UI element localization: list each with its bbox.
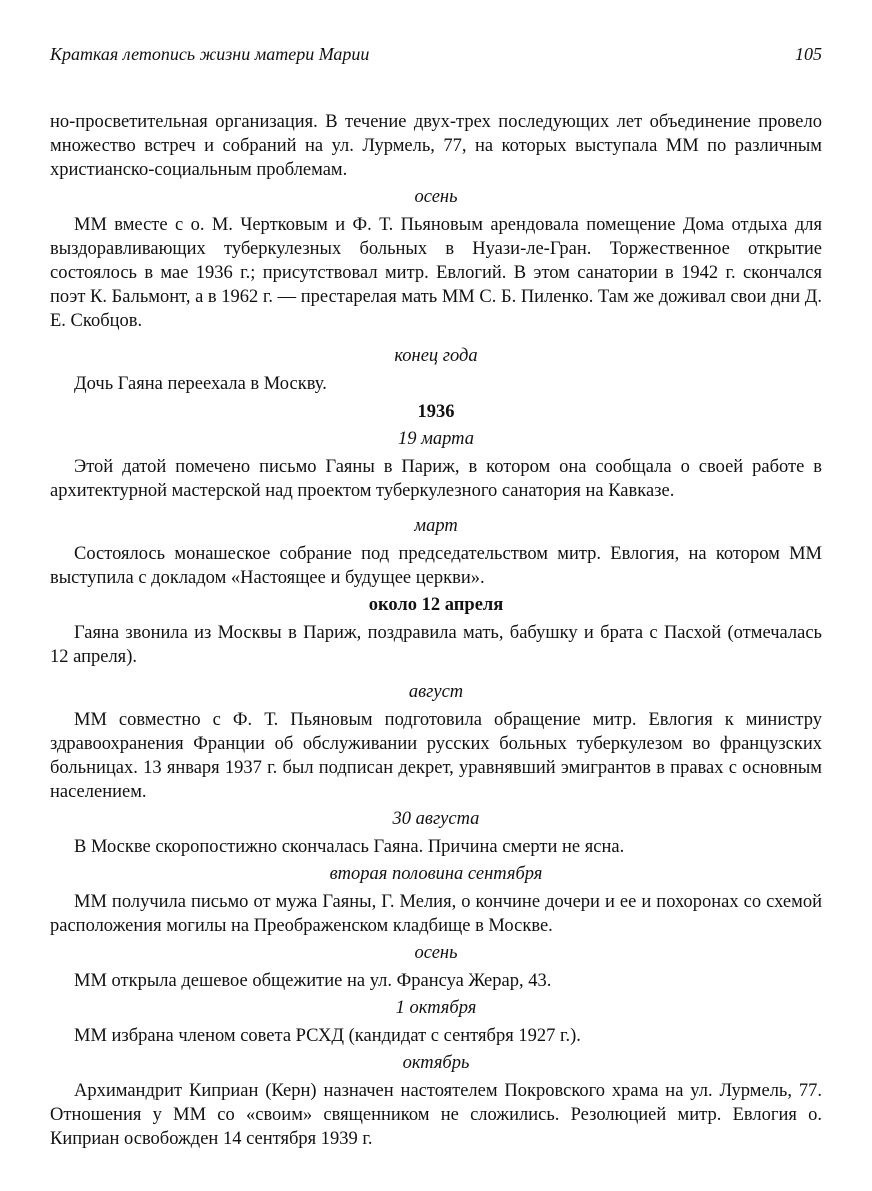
- paragraph: ММ совместно с Ф. Т. Пьяновым подготовила обращение митр. Евлогия к министру здравоохранения Франции об обслуживании русских больных туберкулезом во французских больницах. 13 января 1937 г. был подписан декрет, уравнявший эмигрантов в правах с основным населением.: [50, 710, 822, 802]
- date-heading: осень: [414, 187, 458, 207]
- running-header: [50, 44, 822, 65]
- date-heading: октябрь: [402, 1053, 470, 1073]
- year-heading: 1936: [417, 402, 455, 422]
- chronicle-text: [50, 110, 822, 1151]
- date-heading: март: [414, 516, 458, 536]
- paragraph: но-просветительная организация. В течение двух-трех последующих лет объединение провело множество встреч и собраний на ул. Лурмель, 77, на которых выступала ММ по различным христианско-социальным проблемам.: [50, 112, 822, 180]
- paragraph: ММ вместе с о. М. Чертковым и Ф. Т. Пьяновым арендовала помещение Дома отдыха для выздоравливающих туберкулезных больных в Нуази-ле-Гран. Торжественное открытие состоялось в мае 1936 г.; присутствовал митр. Евлогий. В этом санатории в 1942 г. скончался поэт К. Бальмонт, а в 1962 г. — престарелая мать ММ С. Б. Пиленко. Там же доживал свои дни Д. Е. Скобцов.: [50, 215, 823, 331]
- date-heading: август: [408, 682, 464, 702]
- paragraph: Состоялось монашеское собрание под председательством митр. Евлогия, на котором ММ выступила с докладом «Настоящее и будущее церкви».: [50, 544, 822, 588]
- date-heading: 1 октября: [395, 998, 477, 1018]
- date-heading: осень: [414, 943, 458, 963]
- date-heading: 30 августа: [392, 809, 480, 829]
- paragraph: Этой датой помечено письмо Гаяны в Париж, в котором она сообщала о своей работе в архитектурной мастерской над проектом туберкулезного санатория на Кавказе.: [50, 457, 822, 501]
- date-heading: конец года: [394, 346, 478, 366]
- paragraph: В Москве скоропостижно скончалась Гаяна. Причина смерти не ясна.: [74, 837, 625, 857]
- paragraph: ММ избрана членом совета РСХД (кандидат с сентября 1927 г.).: [74, 1026, 581, 1046]
- running-title: Краткая летопись жизни матери Марии: [50, 44, 370, 64]
- paragraph: Архимандрит Киприан (Керн) назначен настоятелем Покровского храма на ул. Лурмель, 77. Отношения у ММ со «своим» священником не сложились. Резолюцией митр. Евлогия о. Киприан освобожден 14 сентября 1939 г.: [50, 1081, 822, 1149]
- paragraph: ММ открыла дешевое общежитие на ул. Франсуа Жерар, 43.: [74, 971, 552, 991]
- date-heading: около 12 апреля: [368, 595, 504, 615]
- page-number: 105: [795, 44, 822, 64]
- date-heading: 19 марта: [397, 429, 475, 449]
- date-heading: вторая половина сентября: [329, 864, 543, 884]
- paragraph: Гаяна звонила из Москвы в Париж, поздравила мать, бабушку и брата с Пасхой (отмечалась 12 апреля).: [50, 623, 822, 667]
- paragraph: ММ получила письмо от мужа Гаяны, Г. Мелия, о кончине дочери и ее и похоронах со схемой расположения могилы на Преображенском кладбище в Москве.: [50, 892, 822, 936]
- paragraph: Дочь Гаяна переехала в Москву.: [74, 374, 327, 394]
